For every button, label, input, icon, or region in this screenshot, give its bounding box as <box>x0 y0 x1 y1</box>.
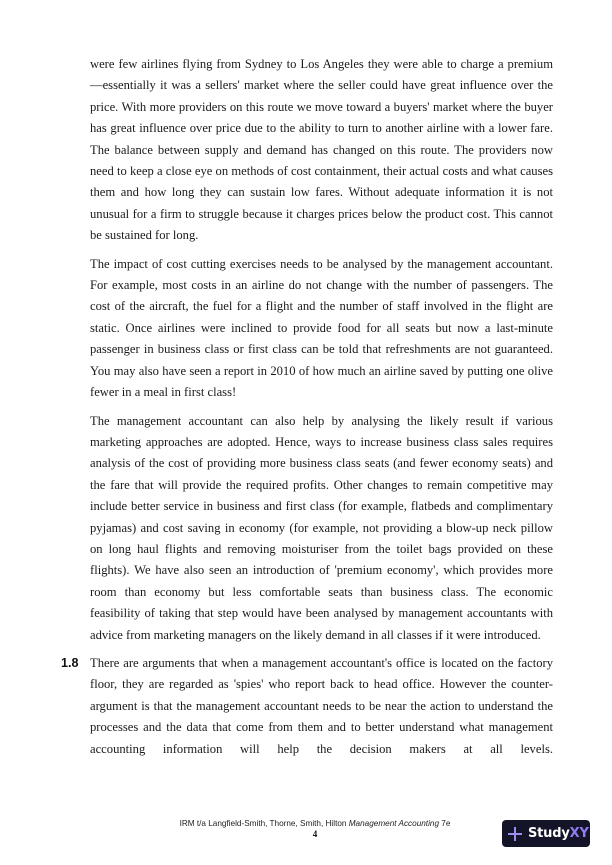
brand-name-primary: Study <box>528 826 570 841</box>
studyxy-logo-badge[interactable] <box>502 820 590 847</box>
citation-edition: 7e <box>439 819 451 828</box>
paragraph-cost-cutting: The impact of cost cutting exercises needs to be analysed by the management accountant. For example, most costs in an airline do not change with the number of passengers. The cost of the aircraft, the fuel for a flight and the number of staff involved in the flight are static. Once airlines were inclined to provide food for all seats but now a last-minute passenger in business class or first class can be told that refreshments are not guaranteed. You may also have seen a report in 2010 of how much an airline saved by putting one olive fewer in a meal in first class! <box>90 256 553 400</box>
footer-citation <box>170 818 460 840</box>
brand-name <box>528 826 589 841</box>
brand-name-accent: XY <box>569 826 589 841</box>
page-number: 4 <box>312 829 318 839</box>
section-1-8-text: There are arguments that when a management accountant's office is located on the factory floor, they are regarded as 'spies' who report back to head office. However the counter-argument is that the management accountant needs to be near the action to understand the processes and the data that come from them and to better understand what management accounting information will help the decision makers at all levels. <box>90 655 553 756</box>
citation-authors: IRM t/a Langfield-Smith, Thorne, Smith, Hilton <box>179 819 349 828</box>
paragraph-supply-demand: were few airlines flying from Sydney to Los Angeles they were able to charge a premium—essentially it was a sellers' market where the seller could have great influence over the price. With more providers on this route we move toward a buyers' market where the buyer has great influence over price due to the ability to turn to another airline with a lower fare. The balance between supply and demand has changed on this route. The providers now need to keep a close eye on methods of cost containment, their actual costs and what causes them and how long they can sustain low fares. Without adequate information it is not unusual for a firm to struggle because it charges prices below the product cost. This cannot be sustained for long. <box>90 57 553 243</box>
document-body <box>61 54 553 767</box>
paragraph-marketing-approaches: The management accountant can also help by analysing the likely result if various marketing approaches are adopted. Hence, ways to increase business class sales requires analysis of the cost of providing more business class seats (and fewer economy seats) and the fare that will provide the required profits. Other changes to remain competitive may include better service in business and first class (for example, flatbeds and complimentary pyjamas) and cost saving in economy (for example, not providing a blow-up neck pillow on long haul flights and removing moisturiser from the toilet bags provided on these flights). We have also seen an introduction of 'premium economy', which provides more room than economy but less comfortable seats than business class. The economic feasibility of taking that step would have been analysed by management accountants with advice from marketing managers on the likely demand in all classes if it were introduced. <box>90 413 553 642</box>
page-footer <box>0 818 612 858</box>
section-number: 1.8 <box>61 655 79 670</box>
citation-book-title: Management Accounting <box>348 819 440 828</box>
plus-icon <box>508 827 522 841</box>
section-1-8 <box>61 653 553 760</box>
